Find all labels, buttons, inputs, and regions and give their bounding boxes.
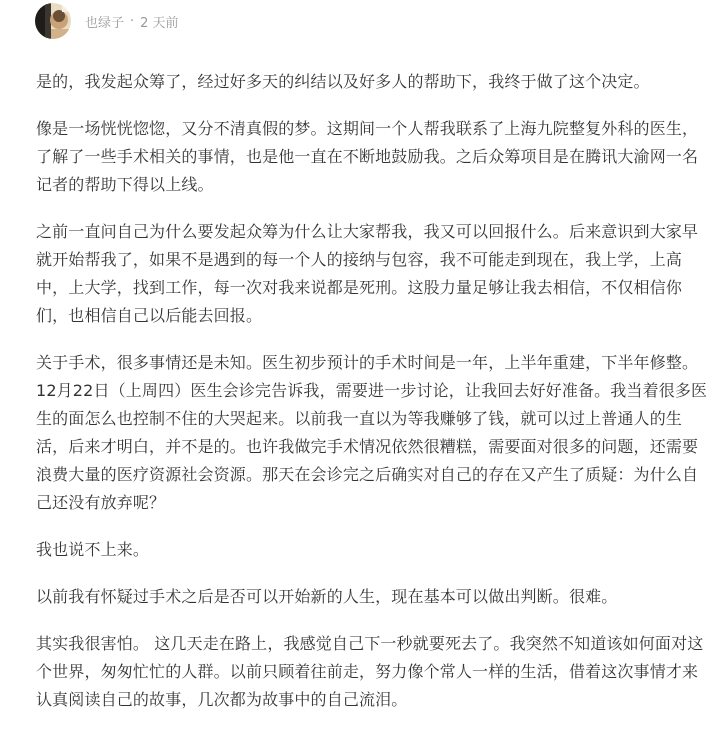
paragraph-2: 像是一场恍恍惚惚，又分不清真假的梦。这期间一个人帮我联系了上海九院整复外科的医生，了解了一些手术相关的事情，也是他一直在不断地鼓励我。之后众筹项目是在腾讯大渝网一名记者的帮助下得以上线。 xyxy=(36,119,699,194)
avatar[interactable] xyxy=(35,3,71,39)
post-content xyxy=(36,68,708,733)
meta-separator: · xyxy=(130,13,135,29)
paragraph-3: 之前一直问自己为什么要发起众筹为什么让大家帮我，我又可以回报什么。后来意识到大家早就开始帮我了，如果不是遇到的每一个人的接纳与包容，我不可能走到现在，我上学，上高中，上大学，找到工作，每一次对我来说都是死刑。这股力量足够让我去相信，不仅相信你们，也相信自己以后能去回报。 xyxy=(36,222,699,325)
paragraph-6: 以前我有怀疑过手术之后是否可以开始新的人生，现在基本可以做出判断。很难。 xyxy=(36,587,618,606)
avatar-image-icon xyxy=(35,3,71,39)
author-name[interactable]: 也绿子 xyxy=(85,15,125,31)
paragraph-4: 关于手术，很多事情还是未知。医生初步预计的手术时间是一年，上半年重建，下半年修整。12月22日（上周四）医生会诊完告诉我，需要进一步讨论，让我回去好好准备。我当着很多医生的面怎么也控制不住的大哭起来。以前我一直以为等我赚够了钱，就可以过上普通人的生活，后来才明白，并不是的。也许我做完手术情况依然很糟糕，需要面对很多的问题，还需要浪费大量的医疗资源社会资源。那天在会诊完之后确实对自己的存在又产生了质疑：为什么自己还没有放弃呢？ xyxy=(36,353,708,512)
paragraph-7: 其实我很害怕。 这几天走在路上，我感觉自己下一秒就要死去了。我突然不知道该如何面对这个世界，匆匆忙忙的人群。以前只顾着往前走，努力像个常人一样的生活，借着这次事情才来认真阅读自己的故事，几次都为故事中的自己流泪。 xyxy=(36,634,704,709)
author-bar xyxy=(35,3,179,39)
paragraph-5: 我也说不上来。 xyxy=(36,540,150,559)
paragraph-1: 是的，我发起众筹了，经过好多天的纠结以及好多人的帮助下，我终于做了这个决定。 xyxy=(36,72,650,91)
post-time: 2 天前 xyxy=(140,15,179,31)
